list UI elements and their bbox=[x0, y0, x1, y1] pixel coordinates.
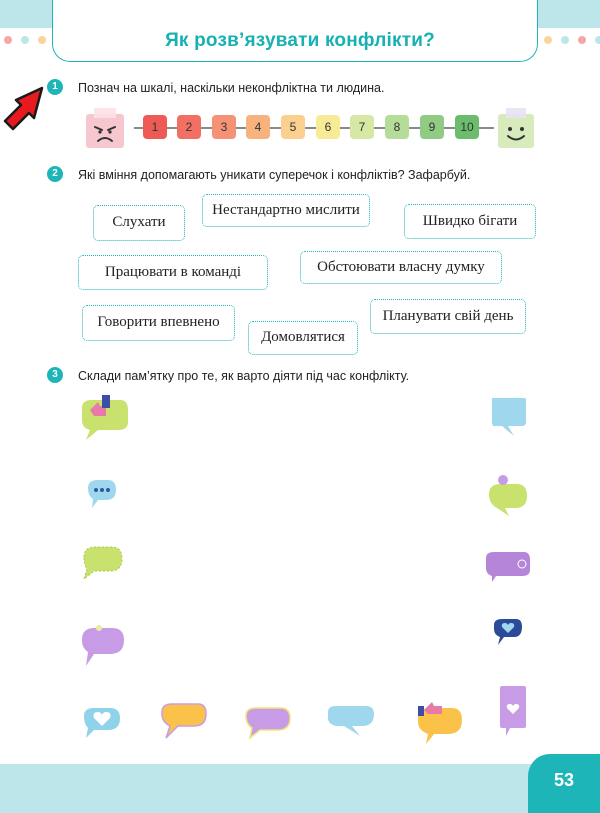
skill-option[interactable]: Говорити впевнено bbox=[82, 305, 235, 341]
thumbs-up-bubble-icon bbox=[76, 392, 132, 444]
scale-button-9[interactable]: 9 bbox=[420, 115, 444, 139]
orange-thumbs-bubble-icon bbox=[412, 698, 468, 748]
footer-band bbox=[0, 764, 600, 813]
purple-bubble-icon bbox=[78, 618, 128, 672]
task3-text: Склади пам’ятку про те, як варто діяти під час конфлікту. bbox=[78, 369, 410, 383]
typing-bubble-icon bbox=[84, 476, 120, 510]
blue-note-bubble-icon bbox=[486, 392, 530, 438]
skill-option[interactable]: Нестандартно мислити bbox=[202, 194, 370, 227]
purple-wide-bubble-icon bbox=[482, 548, 534, 586]
scale-button-5[interactable]: 5 bbox=[281, 115, 305, 139]
green-round-bubble-icon bbox=[485, 472, 531, 518]
light-blue-bubble-icon bbox=[322, 702, 378, 742]
scale-button-10[interactable]: 10 bbox=[455, 115, 479, 139]
scale-button-2[interactable]: 2 bbox=[177, 115, 201, 139]
scale-button-7[interactable]: 7 bbox=[350, 115, 374, 139]
scale-button-3[interactable]: 3 bbox=[212, 115, 236, 139]
scale-button-8[interactable]: 8 bbox=[385, 115, 409, 139]
skill-option[interactable]: Швидко бігати bbox=[404, 204, 536, 239]
task1-text: Познач на шкалі, наскільки неконфліктна ти людина. bbox=[78, 81, 385, 95]
scale-button-6[interactable]: 6 bbox=[316, 115, 340, 139]
green-bubble-icon bbox=[80, 543, 126, 583]
task2-text: Які вміння допомагають уникати суперечок і конфліктів? Зафарбуй. bbox=[78, 168, 471, 182]
scale-button-4[interactable]: 4 bbox=[246, 115, 270, 139]
heart-chat-bubble-icon bbox=[490, 615, 526, 653]
pointer-arrow-icon bbox=[2, 86, 46, 132]
skill-option[interactable]: Домовлятися bbox=[248, 321, 358, 355]
broken-heart-bubble-icon bbox=[80, 704, 124, 744]
page-number: 53 bbox=[528, 754, 600, 813]
task2-number: 2 bbox=[47, 166, 63, 182]
page-title: Як розв’язувати конфлікти? bbox=[165, 30, 435, 51]
task1-number: 1 bbox=[47, 79, 63, 95]
angry-face-icon bbox=[80, 104, 130, 152]
skill-option[interactable]: Планувати свій день bbox=[370, 299, 526, 334]
orange-bubble-icon bbox=[156, 700, 212, 742]
skill-option[interactable]: Слухати bbox=[93, 205, 185, 241]
scale-button-1[interactable]: 1 bbox=[143, 115, 167, 139]
skill-option[interactable]: Працювати в команді bbox=[78, 255, 268, 290]
skill-option[interactable]: Обстоювати власну думку bbox=[300, 251, 502, 284]
lilac-bubble-icon bbox=[242, 704, 294, 742]
purple-heart-note-icon bbox=[496, 682, 530, 740]
smiling-face-icon bbox=[494, 104, 538, 152]
task3-number: 3 bbox=[47, 367, 63, 383]
